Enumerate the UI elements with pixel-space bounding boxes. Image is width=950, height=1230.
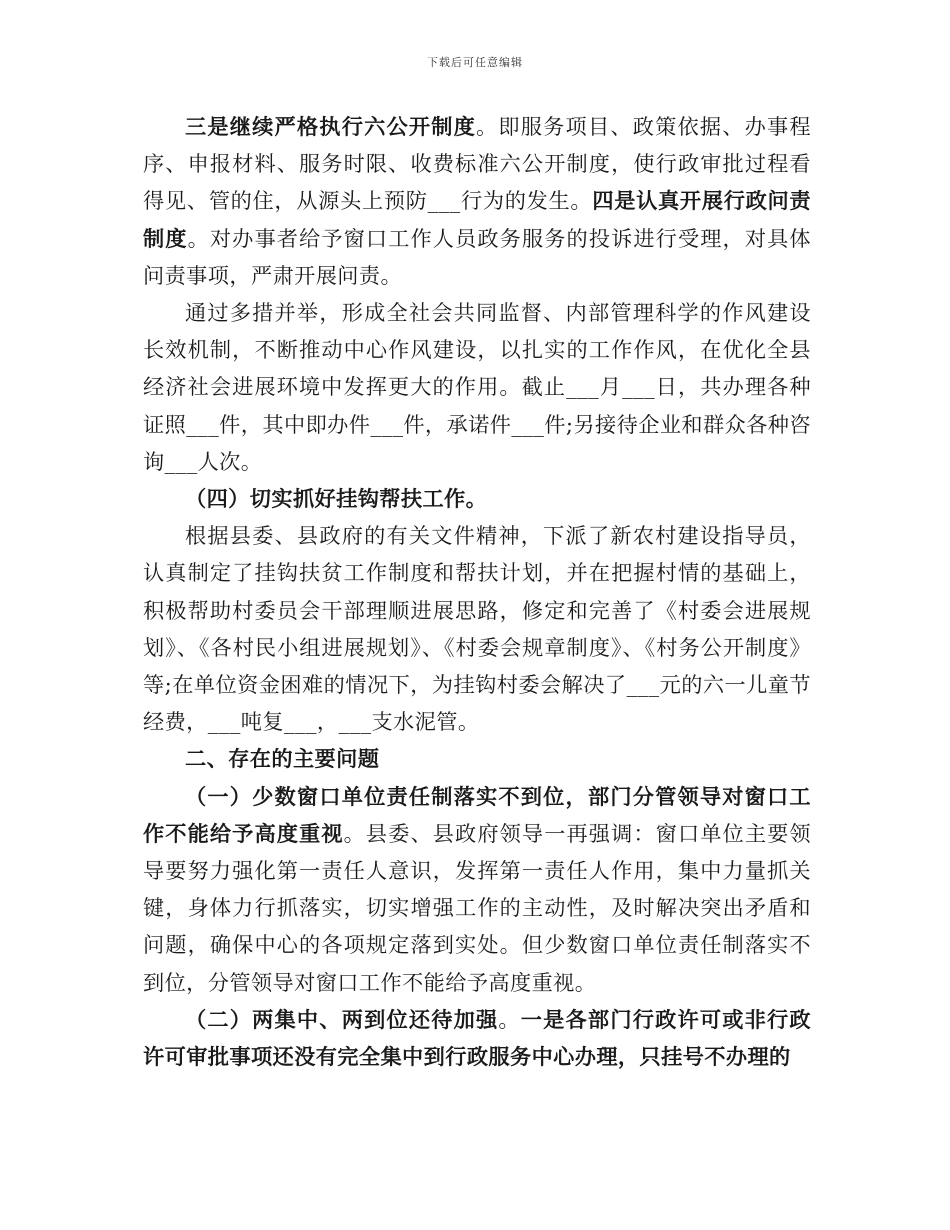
paragraph-measures: 通过多措并举，形成全社会共同监督、内部管理科学的作风建设长效机制，不断推动中心作风建设，以扎实的工作作风，在优化全县经济社会进展环境中发挥更大的作用。截止___月___日，共办理各种证照___件，其中即办件___件，承诺件___件;另接待企业和群众各种咨询___人次。 bbox=[143, 300, 811, 474]
section-heading-4: （四）切实抓好挂钩帮扶工作。 bbox=[185, 486, 488, 512]
page-header: 下载后可任意编辑 bbox=[427, 56, 523, 69]
paragraph-open-system bbox=[143, 108, 811, 294]
document-body bbox=[143, 108, 811, 1075]
bold-lead-4: 四是认真开展行政问责制度 bbox=[143, 188, 811, 251]
paragraph-problem-1 bbox=[143, 778, 811, 1001]
paragraph-text: 。对办事者给予窗口工作人员政务服务的投诉进行受理，对具体问责事项，严肃开展问责。 bbox=[143, 225, 812, 288]
bold-lead-3: 三是继续严格执行六公开制度 bbox=[185, 114, 477, 139]
paragraph-problem-2 bbox=[143, 1001, 811, 1075]
bold-lead-problem-2b: 一是各部门行政许可或非行政许可审批事项还没有完全集中到行政服务中心办理，只挂号不办理的 bbox=[143, 1006, 811, 1070]
paragraph-text: 。即服务项目、政策依据、办事程序、申报材料、服务时限、收费标准六公开制度，使行政审批过程看得见、管的住，从源头上预防___行为的发生。 bbox=[143, 114, 811, 214]
paragraph-text: 。 bbox=[498, 1006, 521, 1032]
paragraph-text: 。县委、县政府领导一再强调：窗口单位主要领导要努力强化第一责任人意识，发挥第一责任人作用，集中力量抓关键，身体力行抓落实，切实增强工作的主动性，及时解决突出矛盾和问题，确保中心的各项规定落到实处。但少数窗口单位责任制落实不到位，分管领导对窗口工作不能给予高度重视。 bbox=[143, 820, 811, 995]
bold-lead-problem-1: （一）少数窗口单位责任制落实不到位，部门分管领导对窗口工作不能给予高度重视 bbox=[143, 783, 811, 846]
section-heading-problems: 二、存在的主要问题 bbox=[185, 746, 380, 772]
bold-lead-problem-2: （二）两集中、两到位还待加强 bbox=[185, 1006, 499, 1032]
paragraph-assistance: 根据县委、县政府的有关文件精神，下派了新农村建设指导员，认真制定了挂钩扶贫工作制度和帮扶计划，并在把握村情的基础上，积极帮助村委员会干部理顺进展思路，修定和完善了《村委会进展规划》、《各村民小组进展规划》、《村委会规章制度》、《村务公开制度》等;在单位资金困难的情况下，为挂钩村委会解决了___元的六一儿童节经费，___吨复___，___支水泥管。 bbox=[143, 523, 811, 735]
